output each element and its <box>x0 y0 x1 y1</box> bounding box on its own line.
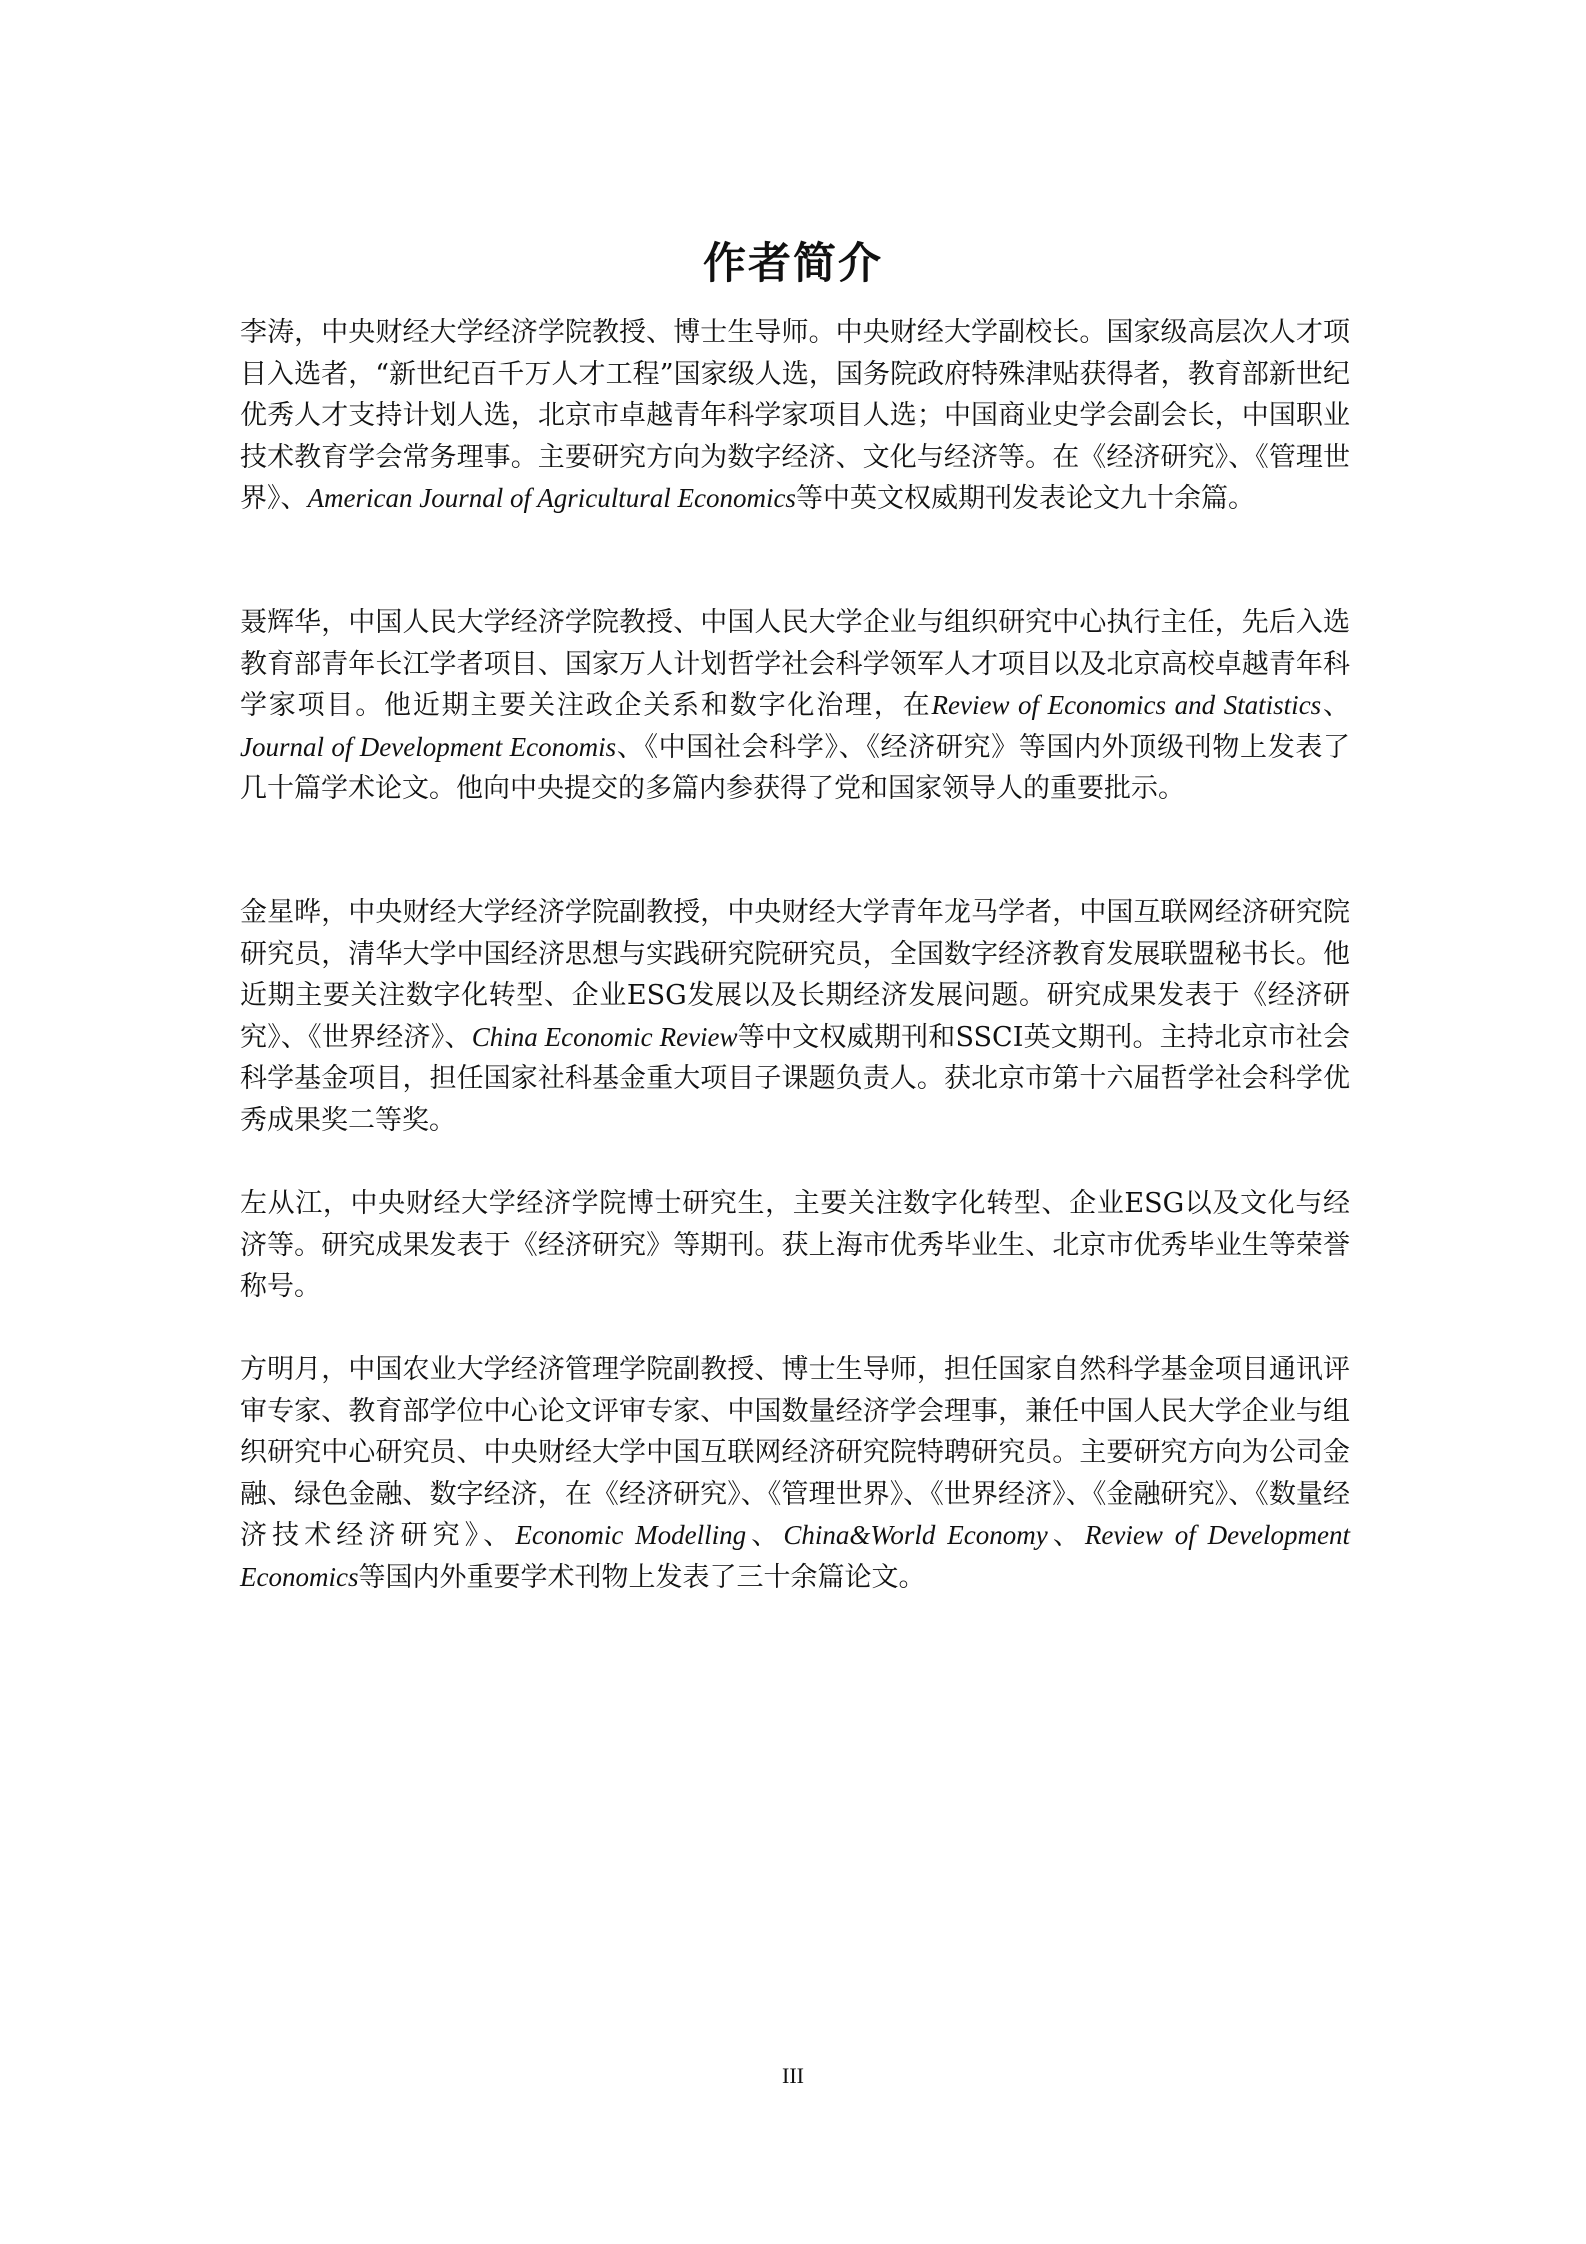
bio-nie-huihua <box>240 602 1350 810</box>
bio-text: 金星晔，中央财经大学经济学院副教授，中央财经大学青年龙马学者，中国互联网经济研究院研究员，清华大学中国经济思想与实践研究院研究员，全国数字经济教育发展联盟秘书长。他近期主要关注数字化转型、企业ESG发展以及长期经济发展问题。研究成果发表于《经济研究》、《世界经济》、 <box>240 897 1350 1053</box>
journal-title: Review of Development Economics <box>240 1520 1351 1592</box>
bio-text: 等国内外重要学术刊物上发表了三十余篇论文。 <box>358 1561 926 1593</box>
bio-zuo-congjiang <box>240 1183 1350 1308</box>
journal-title: American Journal of Agricultural Economics <box>307 483 796 513</box>
bio-text: 等中文权威期刊和SSCI英文期刊。主持北京市社会科学基金项目，担任国家社科基金重大项目子课题负责人。获北京市第十六届哲学社会科学优秀成果奖二等奖。 <box>240 1021 1350 1136</box>
journal-title: Journal of Development Economis <box>240 731 617 762</box>
bio-text: 、 <box>1047 1520 1085 1551</box>
page-number: III <box>782 2063 804 2088</box>
bio-text: 左从江，中央财经大学经济学院博士研究生，主要关注数字化转型、企业ESG以及文化与经济等。研究成果发表于《经济研究》等期刊。获上海市优秀毕业生、北京市优秀毕业生等荣誉称号。 <box>240 1188 1350 1302</box>
bio-text: 方明月，中国农业大学经济管理学院副教授、博士生导师，担任国家自然科学基金项目通讯评审专家、教育部学位中心论文评审专家、中国数量经济学会理事，兼任中国人民大学企业与组织研究中心研究员、中央财经大学中国互联网经济研究院特聘研究员。主要研究方向为公司金融、绿色金融、数字经济，在《经济研究》、《管理世界》、《世界经济》、《金融研究》、《数量经济技术经济研究》、 <box>240 1354 1350 1551</box>
journal-title: China Economic Review <box>471 1021 738 1052</box>
journal-title: Economic Modelling <box>515 1520 747 1550</box>
bio-text: 聂辉华，中国人民大学经济学院教授、中国人民大学企业与组织研究中心执行主任，先后入选教育部青年长江学者项目、国家万人计划哲学社会科学领军人才项目以及北京高校卓越青年科学家项目。他近期主要关注政企关系和数字化治理，在 <box>240 607 1350 721</box>
bio-jin-xingye <box>240 892 1350 1141</box>
bio-text: 、《中国社会科学》、《经济研究》等国内外顶级刊物上发表了几十篇学术论文。他向中央提交的多篇内参获得了党和国家领导人的重要批示。 <box>240 731 1351 804</box>
bio-text: 、 <box>1321 690 1350 721</box>
bio-li-tao <box>240 312 1350 520</box>
bio-text: 李涛，中央财经大学经济学院教授、博士生导师。中央财经大学副校长。国家级高层次人才项目入选者，“新世纪百千万人才工程”国家级人选，国务院政府特殊津贴获得者，教育部新世纪优秀人才支持计划人选，北京市卓越青年科学家项目人选；中国商业史学会副会长，中国职业技术教育学会常务理事。主要研究方向为数字经济、文化与经济等。在《经济研究》、《管理世界》、 <box>240 317 1350 514</box>
bio-text: 等中英文权威期刊发表论文九十余篇。 <box>795 483 1255 514</box>
page-title: 作者简介 <box>703 238 883 289</box>
bio-fang-mingyue <box>240 1349 1350 1598</box>
journal-title: China&World Economy <box>783 1520 1048 1550</box>
journal-title: Review of Economics and Statistics <box>931 690 1322 720</box>
bio-text: 、 <box>746 1520 784 1551</box>
